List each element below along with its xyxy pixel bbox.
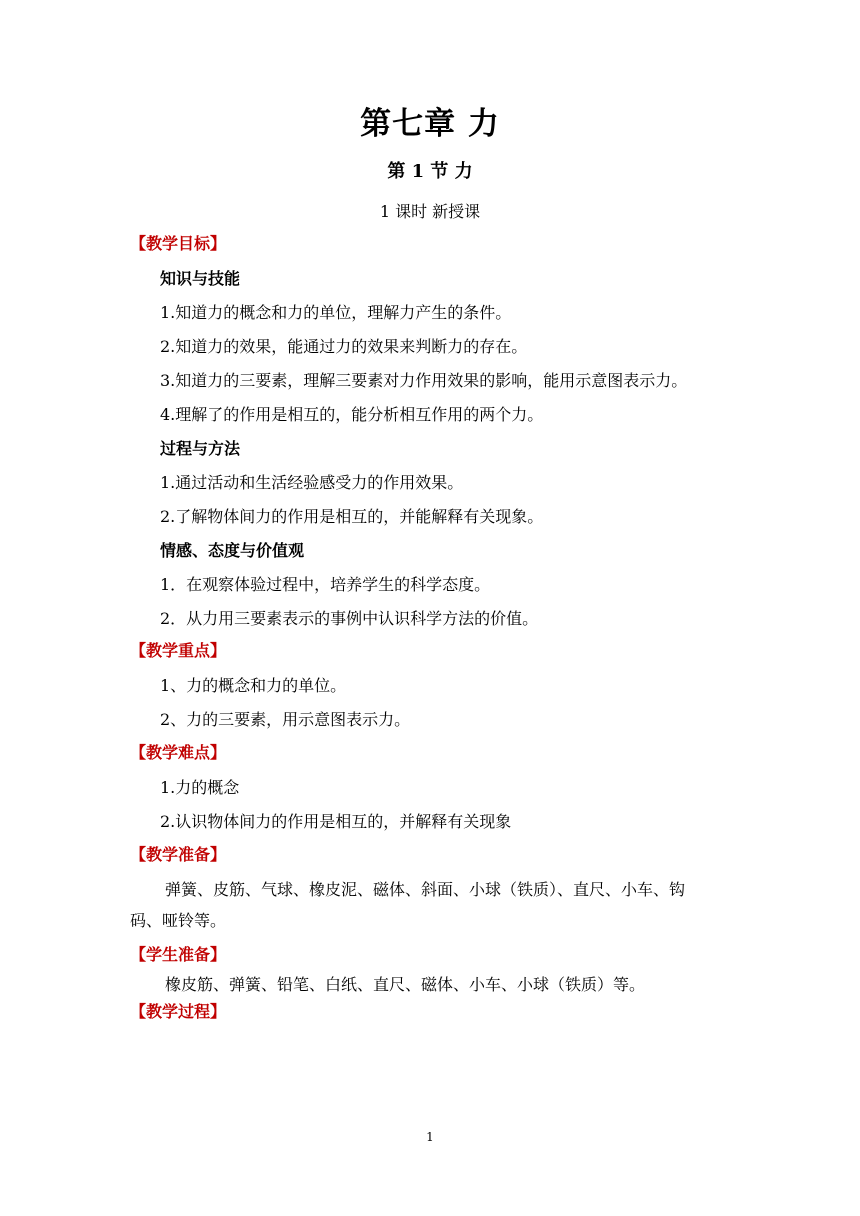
- knowledge-skills-heading: 知识与技能: [160, 269, 241, 288]
- student-prep-heading: 【学生准备】: [130, 945, 227, 964]
- knowledge-item-1: 1.知道力的概念和力的单位，理解力产生的条件。: [160, 303, 512, 322]
- teaching-process-heading: 【教学过程】: [130, 1002, 227, 1021]
- difficulty-item-2: 2.认识物体间力的作用是相互的，并解释有关现象: [160, 812, 512, 831]
- teacher-prep-line-2: 码、哑铃等。: [130, 911, 227, 930]
- knowledge-item-4: 4.理解了的作用是相互的，能分析相互作用的两个力。: [160, 405, 544, 424]
- key-points-heading: 【教学重点】: [130, 641, 227, 660]
- emotion-item-1: 1．在观察体验过程中，培养学生的科学态度。: [160, 575, 491, 594]
- teacher-prep-line-1: 弹簧、皮筋、气球、橡皮泥、磁体、斜面、小球（铁质）、直尺、小车、钩: [165, 880, 686, 899]
- student-prep-text: 橡皮筋、弹簧、铅笔、白纸、直尺、磁体、小车、小球（铁质）等。: [165, 975, 646, 994]
- key-point-item-1: 1、力的概念和力的单位。: [160, 676, 347, 695]
- difficulty-item-1: 1.力的概念: [160, 778, 240, 797]
- teacher-prep-heading: 【教学准备】: [130, 845, 227, 864]
- process-item-1: 1.通过活动和生活经验感受力的作用效果。: [160, 473, 464, 492]
- page-number: 1: [426, 1130, 434, 1144]
- lesson-type: 1 课时 新授课: [379, 202, 481, 221]
- knowledge-item-3: 3.知道力的三要素，理解三要素对力作用效果的影响，能用示意图表示力。: [160, 371, 688, 390]
- objectives-heading: 【教学目标】: [130, 234, 227, 253]
- process-item-2: 2.了解物体间力的作用是相互的，并能解释有关现象。: [160, 507, 544, 526]
- emotion-item-2: 2．从力用三要素表示的事例中认识科学方法的价值。: [160, 609, 539, 628]
- process-methods-heading: 过程与方法: [160, 439, 241, 458]
- difficulties-heading: 【教学难点】: [130, 743, 227, 762]
- section-title: 第 1 节 力: [387, 161, 473, 182]
- chapter-title: 第七章 力: [360, 106, 500, 142]
- knowledge-item-2: 2.知道力的效果，能通过力的效果来判断力的存在。: [160, 337, 528, 356]
- key-point-item-2: 2、力的三要素，用示意图表示力。: [160, 710, 411, 729]
- emotion-values-heading: 情感、态度与价值观: [160, 541, 305, 560]
